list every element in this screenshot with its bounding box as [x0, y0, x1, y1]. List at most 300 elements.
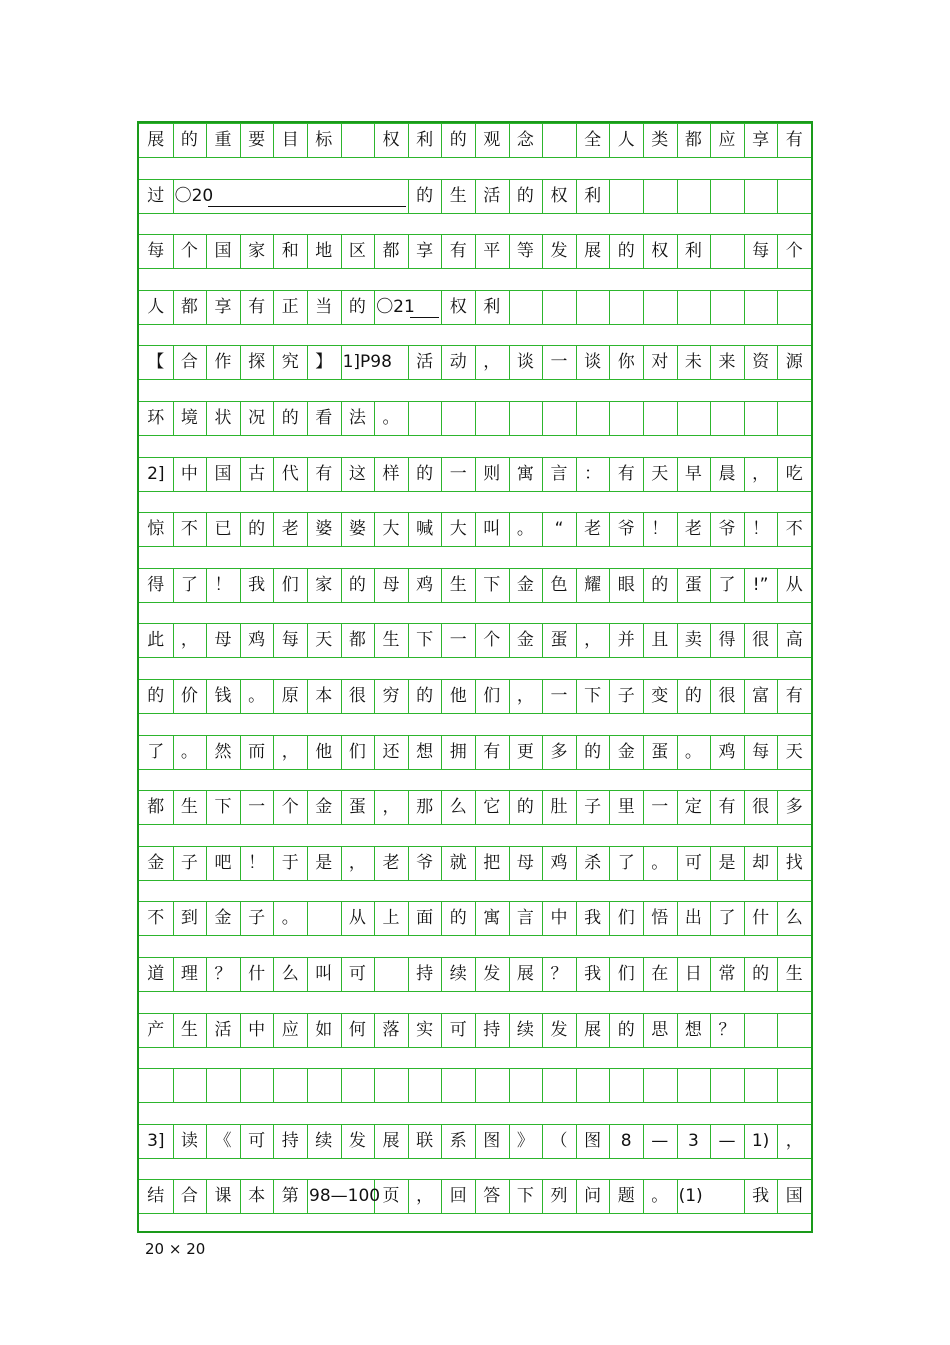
grid-cell: 叫: [483, 519, 501, 540]
grid-cell: [542, 290, 576, 324]
grid-cell: 已: [214, 519, 232, 540]
grid-cell: ，: [348, 852, 366, 873]
grid-cell: 。: [248, 686, 266, 706]
grid-cell: 环: [147, 408, 165, 428]
grid-cell: 可: [248, 1130, 266, 1151]
grid-cell: [576, 401, 610, 435]
grid-cell: 生: [449, 574, 467, 595]
grid-cell: 金: [617, 741, 635, 762]
grid-cell: 下: [584, 686, 602, 706]
grid-cell: 爷: [718, 519, 736, 540]
grid-cell: 从: [348, 908, 366, 929]
grid-cell: 全: [584, 130, 602, 150]
grid-cell: 1]P98: [342, 352, 392, 373]
grid-cell: 结: [147, 1186, 165, 1207]
grid-cell: 色: [550, 574, 568, 595]
grid-cell: 系: [449, 1130, 467, 1151]
grid-cell: 蛋: [651, 741, 669, 762]
grid-cell: 金: [214, 908, 232, 929]
grid-cell: 一: [550, 686, 568, 706]
grid-cell: 想: [684, 1019, 702, 1040]
grid-cell: 生: [180, 797, 198, 818]
grid-cell: (1): [678, 1186, 703, 1207]
grid-cell: 有: [248, 296, 266, 317]
grid-cell: 来: [718, 352, 736, 373]
grid-cell: 人: [617, 130, 635, 150]
grid-cell: 们: [348, 741, 366, 762]
grid-cell: [374, 1068, 408, 1102]
grid-cell: 活: [483, 185, 501, 206]
grid-cell: 从: [785, 574, 803, 595]
grid-cell: 第: [281, 1186, 299, 1207]
grid-cell: [710, 234, 744, 268]
grid-cell: ，: [416, 1186, 434, 1207]
grid-cell: 子: [180, 852, 198, 873]
grid-cell: 古: [248, 463, 266, 484]
grid-cell: 理: [180, 964, 198, 984]
grid-row-line: [139, 379, 811, 380]
grid-cell: 生: [785, 964, 803, 984]
grid-cell: [408, 1068, 442, 1102]
grid-cell: 98—100: [309, 1186, 381, 1207]
grid-cell: 展: [584, 1019, 602, 1040]
grid-cell: 2]: [147, 463, 165, 484]
grid-cell: 《: [214, 1130, 232, 1151]
grid-cell: 然: [214, 741, 232, 762]
grid-row-line: [139, 1102, 811, 1103]
grid-cell: 活: [416, 352, 434, 373]
grid-cell: [576, 290, 610, 324]
grid-cell: 面: [416, 908, 434, 929]
grid-cell: [744, 179, 778, 213]
grid-cell: 续: [315, 1130, 333, 1151]
grid-cell: 我: [584, 964, 602, 984]
grid-cell: ？: [718, 1019, 736, 1040]
grid-cell: 8: [620, 1130, 632, 1151]
grid-cell: 利: [416, 130, 434, 150]
grid-cell: [677, 1068, 711, 1102]
grid-cell: 地: [315, 241, 333, 262]
grid-cell: 况: [248, 408, 266, 428]
grid-cell: ？: [550, 964, 568, 984]
grid-cell: 你: [617, 352, 635, 373]
grid-cell: 这: [348, 463, 366, 484]
grid-cell: —: [651, 1130, 669, 1151]
grid-cell: 得: [147, 574, 165, 595]
grid-cell: 母: [516, 852, 534, 873]
grid-cell: 且: [651, 630, 669, 651]
grid-cell: [475, 401, 509, 435]
grid-cell: 每: [752, 241, 770, 262]
grid-cell: [542, 123, 576, 157]
grid-cell: 持: [281, 1130, 299, 1151]
manuscript-grid-sheet: [137, 121, 813, 1233]
grid-cell: 于: [281, 852, 299, 873]
grid-cell: 耀: [584, 574, 602, 595]
grid-cell: 〇20: [174, 185, 214, 206]
grid-cell: 的: [449, 908, 467, 929]
grid-cell: ！: [651, 519, 669, 540]
grid-cell: 合: [180, 1186, 198, 1207]
grid-cell: [609, 1068, 643, 1102]
grid-cell: 利: [483, 296, 501, 317]
grid-cell: 它: [483, 797, 501, 818]
grid-cell: 目: [281, 130, 299, 150]
grid-cell: 要: [248, 130, 266, 150]
grid-cell: 的: [651, 574, 669, 595]
grid-cell: 而: [248, 741, 266, 762]
grid-cell: 把: [483, 852, 501, 873]
grid-cell: [744, 1068, 778, 1102]
grid-cell: 母: [382, 574, 400, 595]
grid-cell: 都: [382, 241, 400, 262]
grid-cell: [710, 401, 744, 435]
grid-row-line: [139, 769, 811, 770]
grid-cell: 3: [687, 1130, 699, 1151]
grid-cell: 么: [281, 964, 299, 984]
grid-cell: 有: [718, 797, 736, 818]
grid-cell: [777, 1068, 811, 1102]
grid-cell: 是: [718, 852, 736, 873]
grid-cell: 一: [449, 630, 467, 651]
grid-cell: 。: [516, 519, 534, 540]
grid-cell: 产: [147, 1019, 165, 1040]
grid-cell: [576, 1068, 610, 1102]
grid-cell: 高: [785, 630, 803, 651]
grid-cell: [341, 1068, 375, 1102]
grid-cell: 道: [147, 964, 165, 984]
grid-cell: 。: [651, 1186, 669, 1207]
grid-row-line: [139, 324, 811, 325]
grid-cell: 什: [248, 964, 266, 984]
grid-cell: 享: [416, 241, 434, 262]
grid-cell: [273, 1068, 307, 1102]
grid-cell: 不: [180, 519, 198, 540]
grid-cell: 上: [382, 908, 400, 929]
grid-cell: 谈: [516, 352, 534, 373]
grid-cell: 们: [281, 574, 299, 595]
grid-cell: 很: [752, 797, 770, 818]
grid-cell: 资: [752, 352, 770, 373]
grid-cell: [710, 179, 744, 213]
grid-cell: 重: [214, 130, 232, 150]
grid-cell: 鸡: [550, 852, 568, 873]
grid-cell: ，: [180, 630, 198, 651]
grid-cell: 我: [752, 1186, 770, 1207]
grid-cell: [609, 179, 643, 213]
grid-cell: 【: [147, 352, 165, 373]
grid-cell: 金: [516, 574, 534, 595]
grid-cell: 标: [315, 130, 333, 150]
grid-cell: 都: [147, 797, 165, 818]
grid-row-line: [139, 1158, 811, 1159]
grid-cell: 蛋: [348, 797, 366, 818]
grid-cell: 眼: [617, 574, 635, 595]
grid-cell: ！: [752, 519, 770, 540]
grid-cell: 展: [147, 130, 165, 150]
grid-cell: 的: [348, 574, 366, 595]
grid-cell: 变: [651, 686, 669, 706]
grid-row-line: [139, 991, 811, 992]
grid-cell: 还: [382, 741, 400, 762]
grid-cell: 都: [348, 630, 366, 651]
grid-cell: 大: [382, 519, 400, 540]
grid-cell: 出: [684, 908, 702, 929]
grid-cell: 过: [147, 185, 165, 206]
grid-row-line: [139, 1047, 811, 1048]
grid-cell: 爷: [416, 852, 434, 873]
grid-cell: 了: [617, 852, 635, 873]
grid-cell: 的: [584, 741, 602, 762]
grid-row-line: [139, 546, 811, 547]
grid-cell: 利: [584, 185, 602, 206]
grid-cell: 有: [483, 741, 501, 762]
fill-in-blank-underline: [410, 317, 440, 318]
grid-cell: [509, 1068, 543, 1102]
grid-row-line: [139, 657, 811, 658]
grid-cell: 惊: [147, 519, 165, 540]
grid-cell: 的: [248, 519, 266, 540]
grid-cell: [677, 401, 711, 435]
grid-cell: 样: [382, 463, 400, 484]
grid-cell: 的: [416, 463, 434, 484]
grid-cell: 一: [550, 352, 568, 373]
grid-cell: 发: [550, 1019, 568, 1040]
grid-cell: 金: [315, 797, 333, 818]
grid-cell: 有: [785, 686, 803, 706]
grid-cell: 富: [752, 686, 770, 706]
grid-cell: 却: [752, 852, 770, 873]
grid-cell: 找: [785, 852, 803, 873]
grid-cell: [643, 179, 677, 213]
grid-cell-divider: [307, 1179, 308, 1213]
grid-cell-divider: [374, 290, 375, 324]
grid-cell: 都: [180, 296, 198, 317]
grid-cell: [677, 179, 711, 213]
grid-cell: 的: [348, 296, 366, 317]
grid-cell: 的: [180, 130, 198, 150]
grid-cell: ？: [214, 964, 232, 984]
grid-cell: 金: [147, 852, 165, 873]
grid-cell: 不: [785, 519, 803, 540]
grid-cell: 利: [684, 241, 702, 262]
grid-cell: 有: [617, 463, 635, 484]
grid-row-line: [139, 880, 811, 881]
grid-cell: 本: [315, 686, 333, 706]
grid-cell: 可: [449, 1019, 467, 1040]
grid-cell: 寓: [483, 908, 501, 929]
grid-row-line: [139, 713, 811, 714]
grid-cell: [441, 401, 475, 435]
grid-cell: 那: [416, 797, 434, 818]
grid-cell: 很: [348, 686, 366, 706]
grid-row-line: [139, 1213, 811, 1214]
grid-cell: 中: [180, 463, 198, 484]
grid-cell: 看: [315, 408, 333, 428]
grid-cell: 则: [483, 463, 501, 484]
grid-cell: [206, 1068, 240, 1102]
grid-cell: ，: [516, 686, 534, 706]
grid-cell: 个: [281, 797, 299, 818]
grid-cell: 每: [147, 241, 165, 262]
grid-cell: 蛋: [684, 574, 702, 595]
grid-cell: 中: [550, 908, 568, 929]
grid-cell: 言: [550, 463, 568, 484]
grid-cell: 鸡: [416, 574, 434, 595]
grid-cell: （: [550, 1130, 568, 1151]
grid-cell: 下: [416, 630, 434, 651]
grid-cell: 叫: [315, 964, 333, 984]
grid-cell: 续: [449, 964, 467, 984]
grid-cell: [509, 290, 543, 324]
grid-cell: 是: [315, 852, 333, 873]
grid-cell-divider: [341, 345, 342, 379]
grid-cell: 不: [147, 908, 165, 929]
grid-cell: [341, 123, 375, 157]
grid-cell: 多: [550, 741, 568, 762]
grid-cell: 价: [180, 686, 198, 706]
grid-cell: 谈: [584, 352, 602, 373]
grid-cell: 生: [449, 185, 467, 206]
grid-cell: 此: [147, 630, 165, 651]
grid-cell: [643, 401, 677, 435]
grid-cell: 权: [382, 130, 400, 150]
grid-cell: 。: [281, 908, 299, 929]
grid-cell: 子: [248, 908, 266, 929]
grid-cell: 言: [516, 908, 534, 929]
grid-cell: 课: [214, 1186, 232, 1207]
grid-cell: 他: [315, 741, 333, 762]
grid-cell: [677, 290, 711, 324]
grid-cell: 每: [752, 741, 770, 762]
grid-cell: 答: [483, 1186, 501, 1207]
grid-cell: 等: [516, 241, 534, 262]
grid-cell: 了: [180, 574, 198, 595]
grid-cell: 的: [516, 185, 534, 206]
grid-cell: 我: [248, 574, 266, 595]
grid-cell: 持: [483, 1019, 501, 1040]
grid-cell: [307, 1068, 341, 1102]
grid-cell: [643, 1068, 677, 1102]
grid-cell: 享: [214, 296, 232, 317]
grid-cell: 探: [248, 352, 266, 373]
grid-cell: 蛋: [550, 630, 568, 651]
grid-cell: 一: [449, 463, 467, 484]
grid-cell: 落: [382, 1019, 400, 1040]
grid-cell: 金: [516, 630, 534, 651]
grid-cell: [643, 290, 677, 324]
grid-cell: 的: [416, 185, 434, 206]
grid-cell: 一: [248, 797, 266, 818]
grid-cell: 持: [416, 964, 434, 984]
grid-cell: [777, 1013, 811, 1047]
grid-cell: 鸡: [718, 741, 736, 762]
grid-cell: 作: [214, 352, 232, 373]
grid-cell: 念: [516, 130, 534, 150]
grid-cell: ，: [382, 797, 400, 818]
grid-cell: 吃: [785, 463, 803, 484]
grid-cell: 钱: [214, 686, 232, 706]
grid-cell: [509, 401, 543, 435]
grid-cell: 活: [214, 1019, 232, 1040]
grid-cell: [441, 1068, 475, 1102]
grid-cell: 的: [281, 408, 299, 428]
grid-cell: 本: [248, 1186, 266, 1207]
grid-row-line: [139, 491, 811, 492]
grid-cell: 】: [315, 352, 333, 373]
grid-row-line: [139, 935, 811, 936]
grid-cell: 一: [651, 797, 669, 818]
grid-cell: 天: [315, 630, 333, 651]
grid-cell: 婆: [315, 519, 333, 540]
grid-cell: ，: [281, 741, 299, 762]
grid-cell: [710, 290, 744, 324]
grid-cell: [777, 290, 811, 324]
grid-cell: 的: [449, 130, 467, 150]
grid-cell: 图: [584, 1130, 602, 1151]
grid-cell: 了: [147, 741, 165, 762]
grid-cell: 展: [584, 241, 602, 262]
grid-cell: 在: [651, 964, 669, 984]
grid-cell: 很: [718, 686, 736, 706]
grid-cell: 了: [718, 574, 736, 595]
grid-cell: 的: [617, 241, 635, 262]
grid-cell: —: [718, 1130, 736, 1151]
grid-cell: 联: [416, 1130, 434, 1151]
grid-cell: 和: [281, 241, 299, 262]
grid-cell: 回: [449, 1186, 467, 1207]
grid-cell: 的: [684, 686, 702, 706]
grid-cell: 图: [483, 1130, 501, 1151]
grid-cell: 生: [180, 1019, 198, 1040]
grid-cell: 么: [785, 908, 803, 929]
grid-cell: 他: [449, 686, 467, 706]
fill-in-blank-underline: [208, 206, 406, 207]
grid-cell: [710, 1068, 744, 1102]
grid-cell: 下: [516, 1186, 534, 1207]
grid-cell: 发: [550, 241, 568, 262]
grid-cell: 日: [684, 964, 702, 984]
grid-cell: 个: [180, 241, 198, 262]
grid-cell: 。: [382, 408, 400, 428]
grid-cell: 的: [516, 797, 534, 818]
grid-cell: [307, 901, 341, 935]
grid-cell: 穷: [382, 686, 400, 706]
grid-cell: 有: [315, 463, 333, 484]
grid-cell: 中: [248, 1019, 266, 1040]
grid-cell: 个: [785, 241, 803, 262]
grid-cell: 吧: [214, 852, 232, 873]
grid-cell: 很: [752, 630, 770, 651]
grid-cell: 老: [281, 519, 299, 540]
grid-cell: [139, 1068, 173, 1102]
grid-cell: 什: [752, 908, 770, 929]
grid-cell: 类: [651, 130, 669, 150]
grid-cell: [408, 401, 442, 435]
grid-cell: 》: [516, 1130, 534, 1151]
grid-cell: 发: [483, 964, 501, 984]
grid-cell: 应: [281, 1019, 299, 1040]
grid-cell: 。: [180, 741, 198, 762]
grid-cell: 杀: [584, 852, 602, 873]
grid-cell: 爷: [617, 519, 635, 540]
grid-cell: 国: [214, 241, 232, 262]
grid-cell: ！: [248, 852, 266, 873]
grid-cell: 源: [785, 352, 803, 373]
grid-cell: [173, 1068, 207, 1102]
grid-cell: 读: [180, 1130, 198, 1151]
grid-cell: 家: [248, 241, 266, 262]
